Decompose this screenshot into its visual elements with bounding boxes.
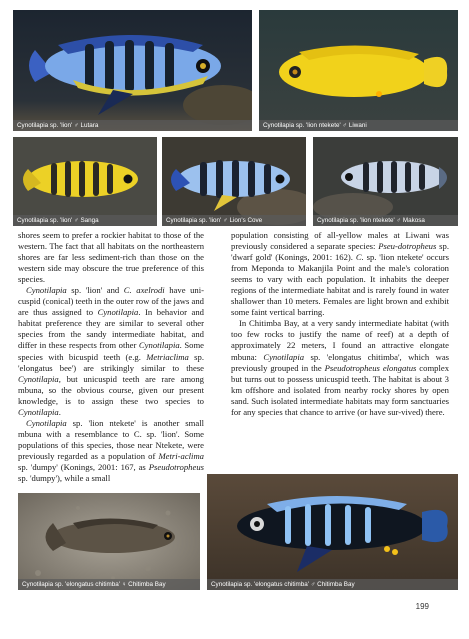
paragraph [18, 230, 204, 285]
photo-caption: Cynotilapia sp. 'lion' ♂ Sanga [13, 215, 157, 226]
species-name: C. [355, 252, 364, 263]
text-column-left [18, 230, 204, 484]
text-run: In Chitimba Bay, at a very sandy intermediate habitat (with too few rocks to justify the name of reef) at a depth of approximately 22 meters, I found an attractive elongate mbuna: [231, 318, 449, 362]
species-name: C. axelrodi [123, 285, 165, 296]
text-column-right [231, 230, 449, 418]
text-run: sp. 'elongatus bee') are strikingly similar to these [18, 351, 204, 373]
photo-mid-right [313, 137, 458, 226]
photo-mid-center [162, 137, 306, 226]
photo-bottom-right [207, 474, 458, 590]
text-run: complex but turns out to possess unicuspid teeth. The habitat is about 3 km offshore and isolated from nearby rocky shores by open sand. Such isolated intermediate habitats may form sanctuaries for any species that chance to arrive (or have sur-vived) there. [231, 362, 450, 417]
fish-photo-image [162, 137, 306, 226]
fish-photo-image [13, 10, 252, 131]
text-run: have uni-cuspid (conical) teeth in the outer row of the jaws and are thus assigned to [18, 285, 204, 318]
photo-top-right [259, 10, 458, 131]
fish-photo-image [207, 474, 458, 590]
text-run: sp. 'lion' and [66, 285, 124, 296]
text-run: . Some species with bicuspid teeth (e.g. [18, 340, 204, 362]
photo-bottom-left [18, 493, 200, 590]
photo-caption: Cynotilapia sp. 'elongatus chitimba' ♀ Chitimba Bay [18, 579, 200, 590]
text-run: . In behavior and habitat preference they are similar to several other species from the sandy intermediate habitat, and differ in these respects from other [18, 307, 204, 351]
species-name: Pseu-dotropheus [378, 241, 437, 252]
text-run: sp. 'dumpy'), while a small [18, 473, 111, 484]
text-run: sp. 'elongatus chitimba', which was previously grouped in the [231, 351, 449, 373]
species-name: Metriaclima [146, 351, 189, 362]
paragraph [231, 318, 449, 417]
species-name: Cynotilapia [263, 351, 305, 362]
text-line: of the western. The fact that all habitats on the [18, 230, 204, 252]
photo-caption: Cynotilapia sp. 'lion' ♂ Lutara [13, 120, 252, 131]
species-name: Cynotilapia [26, 417, 67, 428]
photo-caption: Cynotilapia sp. 'elongatus chitimba' ♂ Chitimba Bay [207, 579, 458, 590]
text-run: population consisting of all-yellow males at Liwani was previously considered a separate species: [231, 230, 449, 252]
species-name: Pseudotropheus [148, 461, 204, 472]
paragraph [18, 285, 204, 418]
page-number: 199 [415, 602, 429, 611]
photo-mid-left [13, 137, 157, 226]
photo-caption: Cynotilapia sp. 'lion ntekete' ♂ Makosa [313, 215, 458, 226]
fish-photo-image [313, 137, 458, 226]
text-run: . [58, 406, 61, 417]
species-name: Cynotilapia [26, 285, 67, 296]
text-line: those on the western side may obscure the true [18, 252, 204, 274]
text-run: , but unicuspid teeth are rare among mbuna, so the obvious course, given our present knowledge, is to assign these two species to [18, 373, 204, 406]
species-name: Metri-aclima [158, 450, 204, 461]
species-name: Pseudotropheus elongatus [324, 362, 417, 373]
photo-caption: Cynotilapia sp. 'lion ntekete' ♂ Liwani [259, 120, 458, 131]
species-name: Cynotilapia [18, 373, 59, 384]
photo-top-left [13, 10, 252, 131]
fish-photo-image [13, 137, 157, 226]
fish-photo-image [259, 10, 458, 131]
text-line: shores seem to prefer a rockier habitat to those [18, 230, 182, 240]
text-run: sp. 'dumpy' (Konings, 2001: 167, as [18, 461, 149, 472]
photo-caption: Cynotilapia sp. 'lion' ♂ Lion's Cove [162, 215, 306, 226]
species-name: Cynotilapia [138, 340, 180, 351]
text-run: sp. 'lion ntekete' is another small mbuna with a resemblance to C. sp. 'lion'. Some populations of this species, those near Ntekete, were previously regarded as a population of [18, 417, 204, 461]
species-name: Cynotilapia [18, 406, 59, 417]
species-name: Cynotilapia [97, 307, 139, 318]
fish-photo-image [18, 493, 200, 590]
paragraph [18, 418, 204, 484]
paragraph [231, 230, 449, 318]
text-run: sp. 'lion ntekete' occurs from Meponda to Makanjila Point and the male's coloration seems to vary with each population. It inhabits the deeper regions of the intermediate habitat and is rarely found in water shallower than 10 meters. Females are light brown and exhibit some faint vertical barring. [231, 252, 449, 318]
text-run: sp. 'dwarf gold' (Konings, 2001: 162). [231, 241, 449, 263]
text-line: preference of this species. [18, 263, 204, 285]
text-line: northeastern shores are far less sediment-rich than [18, 241, 205, 263]
